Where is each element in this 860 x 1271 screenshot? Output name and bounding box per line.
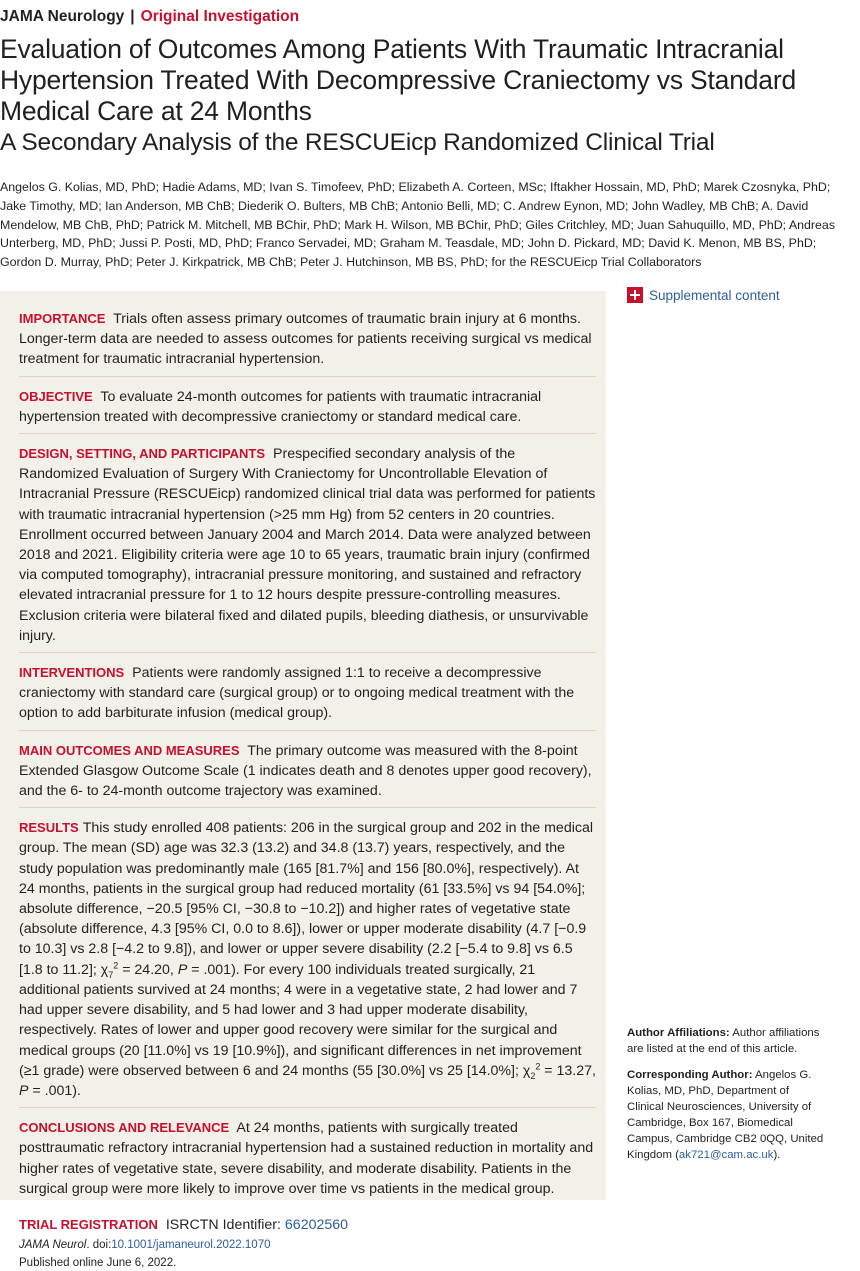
author-list: Angelos G. Kolias, MD, PhD; Hadie Adams, MD; Ivan S. Timofeev, PhD; Elizabeth A. Corteen, MSc; Iftakher Hossain, MD, PhD; Marek Czosnyka, PhD; Jake Timothy, MD; Ian Anderson, MB ChB; Diederik O. Bulters, MB ChB; Antonio Belli, MD; C. Andrew Eynon, MD; John Wadley, MB ChB; A. David Mendelow, MB ChB, PhD; Patrick M. Mitchell, MB BChir, PhD; Mark H. Wilson, MB BChir, PhD; Giles Critchley, MD; Juan Sahuquillo, MD, PhD; Andreas Unterberg, MD, PhD; Jussi P. Posti, MD, PhD; Franco Servadei, MD; Graham M. Teasdale, MD; John D. Pickard, MD; David K. Menon, MB BS, PhD; Gordon D. Murray, PhD; Peter J. Kirkpatrick, MB ChB; Peter J. Hutchinson, MB BS, PhD; for the RESCUEicp Trial Collaborators — [0, 180, 836, 270]
abstract-importance — [19, 309, 596, 377]
article-subtitle: A Secondary Analysis of the RESCUEicp Randomized Clinical Trial — [0, 129, 715, 156]
chi2-exponent: 2 — [535, 1060, 541, 1071]
author-info-sidebar — [627, 1025, 827, 1173]
outcomes-text: The primary outcome was measured with the 8-point Extended Glasgow Outcome Scale (1 indicates death and 8 denotes upper good recovery), and the 6- to 24-month outcome trajectory was examined. — [19, 742, 592, 800]
doi-link[interactable]: 10.1001/jamaneurol.2022.1070 — [111, 1238, 271, 1251]
supplemental-label: Supplemental content — [649, 288, 780, 303]
results-text-1: This study enrolled 408 patients: 206 in the surgical group and 202 in the medical group. The mean (SD) age was 32.3 (13.2) and 34.8 (13.7) years, respectively, and the study population was predominantly male (165 [81.7%] and 156 [80.0%], respectively). At 24 months, patients in the surgical group had reduced mortality (61 [33.5%] vs 94 [54.0%]; absolute difference, −20.5 [95% CI, −30.8 to −10.2]) and higher rates of vegetative state (absolute difference, 4.3 [95% CI, 0.0 to 8.6]), lower or upper moderate disability (4.7 [−0.9 to 10.3] vs 2.8 [−4.2 to 9.8]), and lower or upper severe disability (2.2 [−5.4 to 9.8] vs 6.5 [1.8 to 11.2]; χ — [19, 820, 594, 978]
p-value-label-2: P — [19, 1082, 29, 1099]
article-type: Original Investigation — [140, 8, 300, 25]
abstract-conclusions — [19, 1118, 596, 1205]
corresponding-text: Angelos G. Kolias, MD, PhD, Department of Clinical Neurosciences, University of Cambridge, Box 167, Biomedical Campus, Cambridge CB2 0QQ, United Kingdom ( — [627, 1069, 824, 1161]
corresponding-author — [627, 1067, 827, 1163]
journal-name: JAMA Neurology — [0, 8, 125, 25]
affiliations-label: Author Affiliations: — [627, 1027, 730, 1039]
trial-registration — [19, 1215, 596, 1235]
abstract-interventions — [19, 663, 596, 731]
chi1-df: 7 — [108, 969, 114, 980]
design-text: Prespecified secondary analysis of the Randomized Evaluation of Surgery With Craniectomy for Uncontrollable Elevation of Intracranial Pressure (RESCUEicp) randomized clinical trial data was performed for patients with traumatic intracranial hypertension (>25 mm Hg) from 52 centers in 20 countries. Enrollment occurred between January 2004 and March 2014. Data were analyzed between 2018 and 2021. Eligibility criteria were age 10 to 65 years, traumatic brain injury (confirmed via computed tomography), intracranial pressure monitoring, and sustained and refractory elevated intracranial pressure for 1 to 12 hours despite pressure-controlling measures. Exclusion criteria were bilateral fixed and dilated pupils, bleeding diathesis, or unsurvivable injury. — [19, 446, 596, 644]
outcomes-heading: MAIN OUTCOMES AND MEASURES — [19, 742, 240, 758]
results-heading: RESULTS — [19, 820, 79, 836]
interventions-heading: INTERVENTIONS — [19, 665, 125, 681]
objective-heading: OBJECTIVE — [19, 388, 93, 404]
importance-text: Trials often assess primary outcomes of traumatic brain injury at 6 months. Longer-term data are needed to assess outcomes for patients receiving surgical vs medical treatment for traumatic intracranial hypertension. — [19, 311, 592, 368]
p-value-label: P — [177, 961, 188, 978]
conclusions-text: At 24 months, patients with surgically treated posttraumatic refractory intracranial hypertension had a sustained reduction in mortality and higher rates of vegetative state, severe disability, and moderate disability. Patients in the surgical group were more likely to improve over time vs patients in the medical group. — [19, 1120, 594, 1197]
importance-heading: IMPORTANCE — [19, 311, 106, 326]
trial-heading: TRIAL REGISTRATION — [19, 1216, 158, 1232]
abstract-design — [19, 444, 596, 653]
header-separator: | — [130, 8, 135, 25]
citation-journal: JAMA Neurol — [19, 1238, 87, 1251]
abstract-outcomes — [19, 741, 596, 809]
supplemental-content-link[interactable] — [627, 287, 780, 305]
conclusions-heading: CONCLUSIONS AND RELEVANCE — [19, 1120, 230, 1136]
chi2-df: 2 — [530, 1070, 536, 1081]
abstract-objective — [19, 387, 596, 434]
abstract-results — [19, 818, 596, 1108]
corresponding-end: ). — [773, 1149, 781, 1161]
citation-line — [19, 1237, 596, 1253]
chi1-exponent: 2 — [113, 959, 119, 970]
article-title: Evaluation of Outcomes Among Patients With Traumatic Intracranial Hypertension Treated With Decompressive Craniectomy vs Standard Medical Care at 24 Months — [0, 34, 796, 126]
published-date: Published online June 6, 2022. — [19, 1256, 177, 1269]
objective-text: To evaluate 24-month outcomes for patients with traumatic intracranial hypertension treated with decompressive craniectomy or standard medical care. — [19, 388, 542, 425]
citation-doi-prefix: . doi: — [86, 1238, 112, 1251]
results-text-2: = 24.20, — [118, 961, 178, 978]
affiliations-text: Author affiliations are listed at the end of this article. — [627, 1027, 820, 1055]
design-heading: DESIGN, SETTING, AND PARTICIPANTS — [19, 446, 266, 462]
author-affiliations — [627, 1025, 827, 1057]
interventions-text: Patients were randomly assigned 1:1 to receive a decompressive craniectomy with standard care (surgical group) or to ongoing medical treatment with the option to add barbiturate infusion (medical group). — [19, 665, 575, 722]
abstract-box — [0, 291, 606, 1269]
results-text-3: = .001). For every 100 individuals treated surgically, 21 additional patients survived at 24 months; 4 were in a vegetative state, 2 had lower and 7 had upper severe disability, and 5 had lower and 3 had upper moderate disability, respectively. Rates of lower and upper good recovery were similar for the surgical and medical groups (20 [11.0%] vs 19 [10.9%]), and significant differences in net improvement (≥1 grade) were observed between 6 and 24 months (55 [30.0%] vs 25 [14.0%]; χ — [19, 961, 582, 1079]
journal-header — [0, 6, 299, 28]
email-link[interactable]: ak721@cam.ac.uk — [678, 1149, 774, 1161]
results-text-5: = .001). — [28, 1082, 81, 1099]
plus-icon — [627, 287, 643, 303]
results-text-4: = 13.27, — [540, 1062, 596, 1079]
trial-id-link[interactable]: 66202560 — [284, 1216, 349, 1233]
trial-label: ISRCTN Identifier: — [165, 1216, 281, 1233]
corresponding-label: Corresponding Author: — [627, 1069, 753, 1081]
